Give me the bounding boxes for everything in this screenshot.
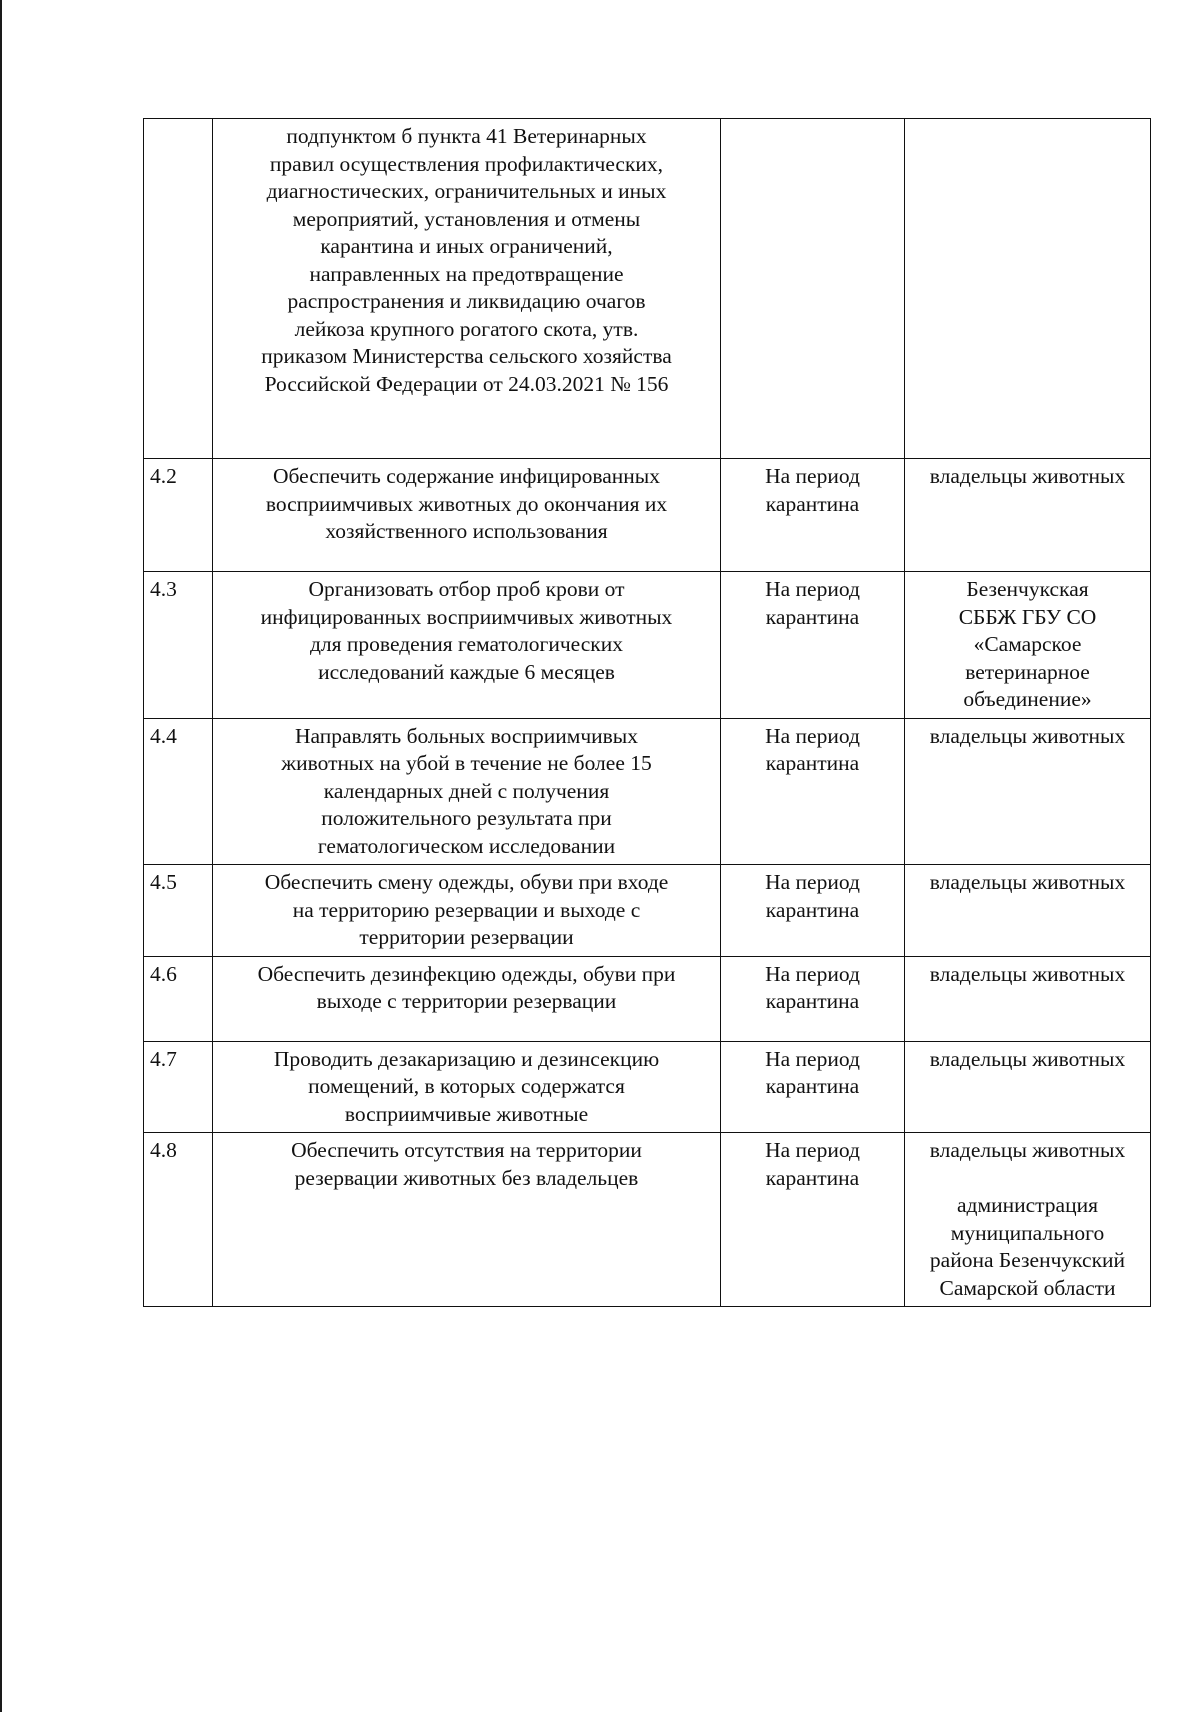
action-text-line: Обеспечить содержание инфицированных — [272, 464, 661, 488]
responsible-cell — [905, 956, 1151, 1041]
term-text-line: На период — [765, 464, 860, 488]
action-text-line: Обеспечить смену одежды, обуви при входе — [264, 870, 669, 894]
action-text-line: диагностических, ограничительных и иных — [266, 179, 667, 203]
responsible-text-line: владельцы животных — [929, 1046, 1126, 1071]
action-cell — [213, 1133, 721, 1307]
action-text-line: положительного результата при — [321, 806, 612, 830]
item-number: 4.2 — [144, 459, 213, 572]
action-text-line: мероприятий, установления и отмены — [292, 206, 641, 231]
table-row — [144, 956, 1151, 1041]
term-text-line: карантина — [765, 751, 860, 775]
term-text-line: На период — [765, 1138, 860, 1162]
responsible-text-line: владельцы животных — [929, 1138, 1126, 1162]
action-text-line: приказом Министерства сельского хозяйства — [261, 344, 672, 368]
measures-table — [143, 118, 1151, 1307]
responsible-text-line: «Самарское — [973, 632, 1082, 656]
table-row — [144, 1041, 1151, 1133]
action-cell — [213, 1041, 721, 1133]
action-text-line: территории резервации — [359, 925, 574, 949]
term-cell — [721, 718, 905, 865]
action-text-line: выходе с территории резервации — [316, 989, 617, 1013]
action-text-line: гематологическом исследовании — [317, 833, 616, 858]
responsible-text-line: владельцы животных — [929, 870, 1126, 894]
action-text-line: исследований каждые 6 месяцев — [318, 659, 615, 684]
table-row — [144, 718, 1151, 865]
responsible-cell — [905, 459, 1151, 572]
responsible-cell — [905, 1041, 1151, 1133]
action-text-line: Российской Федерации от 24.03.2021 № 156 — [264, 371, 669, 396]
responsible-cell — [905, 1133, 1151, 1307]
term-text-line: На период — [765, 1046, 860, 1071]
responsible-text-line: района Безенчукский — [929, 1248, 1126, 1272]
action-cell — [213, 956, 721, 1041]
responsible-text-line: муниципального — [950, 1220, 1105, 1245]
action-cell — [213, 119, 721, 459]
action-text-line: Обеспечить дезинфекцию одежды, обуви при — [257, 961, 676, 986]
action-text-line: Организовать отбор проб крови от — [308, 577, 625, 601]
action-text-line: помещений, в которых содержатся — [308, 1074, 625, 1098]
term-text-line: карантина — [765, 491, 860, 516]
term-text-line: карантина — [765, 604, 860, 629]
action-text-line: направленных на предотвращение — [309, 261, 624, 286]
action-text-line: инфицированных восприимчивых животных — [260, 604, 673, 629]
action-text-line: восприимчивые животные — [344, 1101, 589, 1126]
term-text-line: На период — [765, 723, 860, 748]
responsible-cell — [905, 718, 1151, 865]
term-cell — [721, 459, 905, 572]
responsible-text-line: Самарской области — [939, 1275, 1116, 1300]
table-row — [144, 459, 1151, 572]
responsible-text-line: владельцы животных — [929, 961, 1126, 986]
responsible-cell — [905, 865, 1151, 957]
action-text-line: правил осуществления профилактических, — [269, 151, 664, 176]
term-text-line: На период — [765, 961, 860, 986]
action-text-line: Направлять больных восприимчивых — [294, 723, 639, 748]
item-number — [144, 119, 213, 459]
term-text-line: карантина — [765, 1165, 860, 1190]
action-cell — [213, 572, 721, 719]
table-row — [144, 865, 1151, 957]
responsible-cell — [905, 119, 1151, 459]
action-text-line: распространения и ликвидацию очагов — [287, 289, 646, 313]
term-cell — [721, 956, 905, 1041]
action-text-line: карантина и иных ограничений, — [320, 234, 613, 258]
item-number: 4.5 — [144, 865, 213, 957]
table-row — [144, 119, 1151, 459]
term-cell — [721, 119, 905, 459]
term-text-line: На период — [765, 870, 860, 894]
action-text-line: календарных дней с получения — [323, 778, 610, 803]
responsible-text-line: администрация — [957, 1193, 1098, 1217]
responsible-text-line: Безенчукская — [966, 577, 1089, 601]
action-cell — [213, 718, 721, 865]
term-text-line: карантина — [765, 897, 860, 922]
term-cell — [721, 1133, 905, 1307]
scan-left-edge — [0, 0, 2, 1712]
term-text-line: карантина — [765, 1074, 860, 1098]
item-number: 4.7 — [144, 1041, 213, 1133]
responsible-text-line: владельцы животных — [929, 723, 1126, 748]
term-text-line: карантина — [765, 989, 860, 1013]
item-number: 4.4 — [144, 718, 213, 865]
item-number: 4.3 — [144, 572, 213, 719]
measures-table-body — [144, 119, 1151, 1307]
action-text-line: на территорию резервации и выходе с — [292, 897, 641, 922]
term-cell — [721, 572, 905, 719]
term-cell — [721, 1041, 905, 1133]
action-text-line: резервации животных без владельцев — [294, 1165, 639, 1190]
action-text-line: хозяйственного использования — [325, 519, 608, 543]
table-row — [144, 1133, 1151, 1307]
item-number: 4.6 — [144, 956, 213, 1041]
action-text-line: Обеспечить отсутствия на территории — [291, 1138, 642, 1162]
term-text-line: На период — [765, 577, 860, 601]
action-text-line: для проведения гематологических — [309, 632, 624, 656]
term-cell — [721, 865, 905, 957]
action-text-line: животных на убой в течение не более 15 — [281, 751, 652, 775]
responsible-spacer — [911, 1165, 1144, 1193]
responsible-text-line: ветеринарное — [965, 659, 1090, 684]
responsible-cell — [905, 572, 1151, 719]
action-text-line: лейкоза крупного рогатого скота, утв. — [294, 316, 639, 341]
action-cell — [213, 865, 721, 957]
responsible-text-line: СББЖ ГБУ СО — [958, 604, 1097, 629]
responsible-text-line: объединение» — [963, 687, 1092, 711]
table-row — [144, 572, 1151, 719]
item-number: 4.8 — [144, 1133, 213, 1307]
action-text-line: восприимчивых животных до окончания их — [265, 491, 668, 516]
action-text-line: Проводить дезакаризацию и дезинсекцию — [273, 1046, 660, 1071]
responsible-text-line: владельцы животных — [929, 464, 1126, 488]
action-text-line: подпунктом б пункта 41 Ветеринарных — [286, 124, 647, 148]
action-cell — [213, 459, 721, 572]
